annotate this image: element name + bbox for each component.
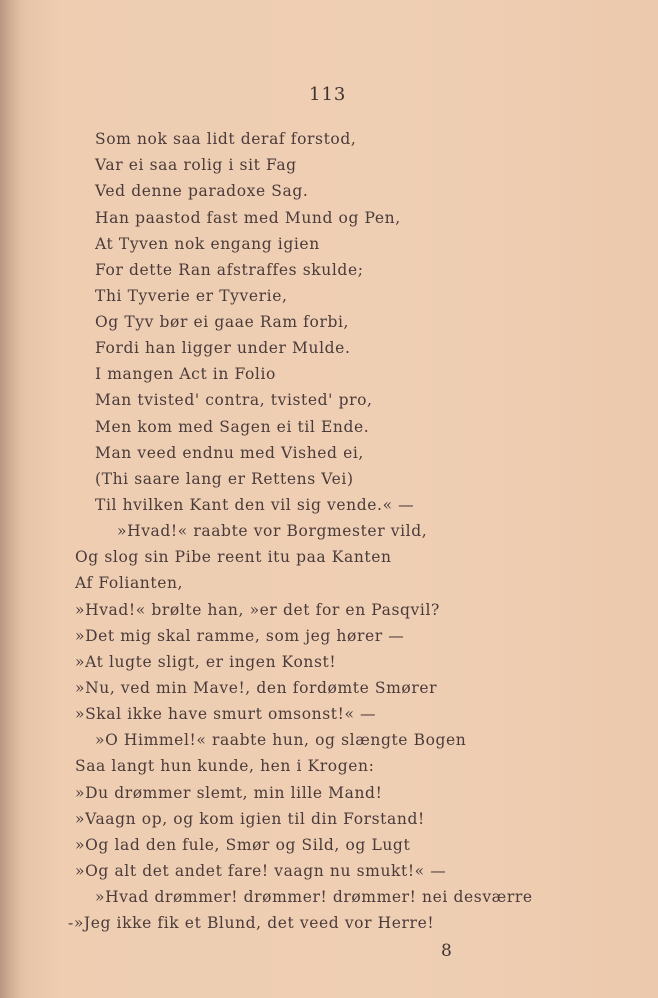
- text-line: »Vaagn op, og kom igien til din Forstand!: [75, 810, 425, 828]
- text-line: Ved denne paradoxe Sag.: [95, 182, 309, 200]
- text-line: Af Folianten,: [75, 574, 184, 592]
- text-line: For dette Ran afstraffes skulde;: [95, 261, 364, 279]
- text-line: »Det mig skal ramme, som jeg hører —: [75, 627, 405, 645]
- text-line: -»Jeg ikke fik et Blund, det veed vor Herre!: [68, 914, 435, 932]
- text-line: Man tvisted' contra, tvisted' pro,: [95, 391, 373, 409]
- text-line: Og slog sin Pibe reent itu paa Kanten: [75, 548, 392, 566]
- text-line: »At lugte sligt, er ingen Konst!: [75, 653, 337, 671]
- text-line: »Og alt det andet fare! vaagn nu smukt!« —: [75, 862, 447, 880]
- text-line: I mangen Act in Folio: [95, 365, 276, 383]
- page-number: 113: [309, 84, 347, 105]
- text-line: Som nok saa lidt deraf forstod,: [95, 130, 357, 148]
- text-line: Og Tyv bør ei gaae Ram forbi,: [95, 313, 350, 331]
- text-line: »Hvad!« brølte han, »er det for en Pasqvil?: [75, 601, 440, 619]
- text-line: »Du drømmer slemt, min lille Mand!: [75, 784, 383, 802]
- text-line: »O Himmel!« raabte hun, og slængte Bogen: [95, 731, 467, 749]
- text-line: Var ei saa rolig i sit Fag: [95, 156, 297, 174]
- text-line: Man veed endnu med Vished ei,: [95, 444, 364, 462]
- text-line: Til hvilken Kant den vil sig vende.« —: [95, 496, 415, 514]
- text-line: Thi Tyverie er Tyverie,: [95, 287, 288, 305]
- text-line: »Og lad den fule, Smør og Sild, og Lugt: [75, 836, 411, 854]
- text-line: »Skal ikke have smurt omsonst!« —: [75, 705, 377, 723]
- text-line: At Tyven nok engang igien: [95, 235, 320, 253]
- text-line: Saa langt hun kunde, hen i Krogen:: [75, 757, 375, 775]
- text-line: Han paastod fast med Mund og Pen,: [95, 209, 401, 227]
- text-line: Fordi han ligger under Mulde.: [95, 339, 351, 357]
- signature-mark: 8: [441, 941, 452, 961]
- text-line: (Thi saare lang er Rettens Vei): [95, 470, 354, 488]
- text-line: »Hvad drømmer! drømmer! drømmer! nei desværre: [95, 888, 533, 906]
- text-line: Men kom med Sagen ei til Ende.: [95, 418, 370, 436]
- text-line: »Nu, ved min Mave!, den fordømte Smører: [75, 679, 438, 697]
- text-line: »Hvad!« raabte vor Borgmester vild,: [117, 522, 428, 540]
- page-gutter: [0, 0, 22, 998]
